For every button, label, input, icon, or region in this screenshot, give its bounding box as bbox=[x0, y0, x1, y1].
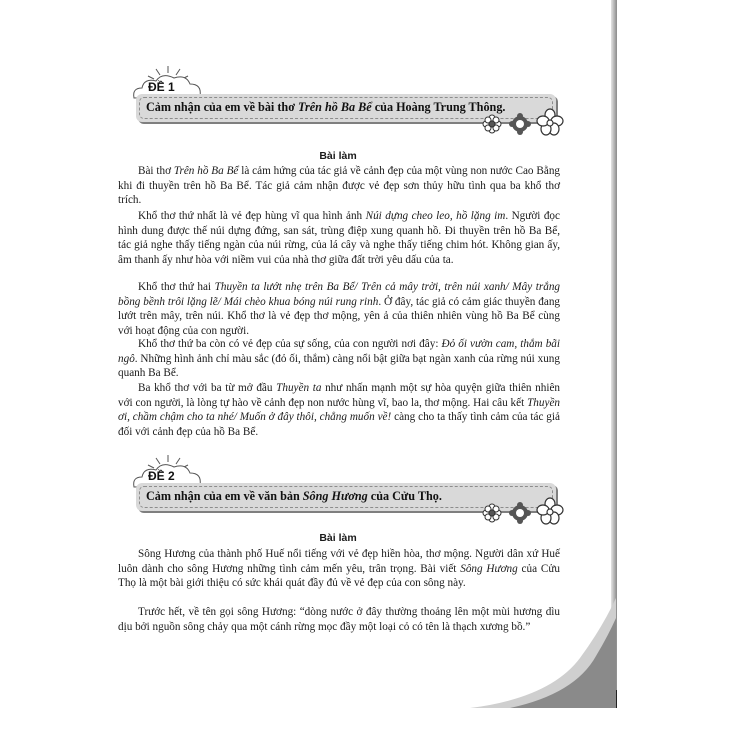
text-run: Khổ thơ thứ nhất là vẻ đẹp hùng vĩ qua hình ảnh bbox=[138, 210, 366, 222]
section-1-answer-heading: Bài làm bbox=[319, 150, 357, 162]
section-1-title bbox=[146, 100, 505, 115]
page-corner-decoration bbox=[470, 598, 616, 708]
title-suffix: của Hoàng Trung Thông. bbox=[371, 100, 506, 114]
section-1-paragraph-3 bbox=[118, 280, 560, 338]
flower-outline-icon bbox=[483, 115, 501, 133]
page-edge-line bbox=[616, 690, 617, 708]
text-run: Trước hết, về tên gọi sông Hương: “dòng nước ở đây thường thoảng lên một mùi hương dìu dịu bởi nguồn sông chảy qua một cánh rừng mọc đầy một loại cỏ có tên là thạch xương bồ.” bbox=[118, 606, 560, 633]
section-1-paragraph-5 bbox=[118, 381, 560, 439]
text-run: Sông Hương của thành phố Huế nổi tiếng với vẻ đẹp hiền hòa, thơ mộng. Người dân xứ Huế luôn dành cho sông Hương những tình cảm mến yêu, trân trọng. Bài viết bbox=[118, 548, 560, 575]
text-run: Bài thơ bbox=[138, 165, 174, 177]
section-2-paragraph-1 bbox=[118, 547, 560, 591]
italic-quote: Thuyền ta bbox=[276, 382, 322, 394]
title-italic: Trên hồ Ba Bể bbox=[298, 100, 372, 114]
italic-quote: Trên hồ Ba Bể bbox=[173, 165, 239, 177]
flower-lace-icon bbox=[537, 109, 563, 135]
italic-quote: Sông Hương bbox=[460, 562, 518, 575]
text-run: . Ở đây, tác giả có cảm giác thuyền đang lướt trên mây, trên núi. Khổ thơ là vẻ đẹp thơ mộng, yên ả của thiên nhiên vùng hồ Ba Bể cùng với hoạt động của con người. bbox=[118, 295, 561, 337]
text-run: Ba khổ thơ với ba từ mở đầu bbox=[138, 382, 277, 394]
text-run: Khổ thơ thứ hai bbox=[138, 281, 215, 293]
text-run: là cảm hứng của tác giả về cảnh đẹp của một vùng non nước Cao Bằng khi đi thuyền trên hồ Ba Bể. Tác giả cảm nhận được vẻ đẹp sơn thủy hữu tình qua ba khổ thơ trích. bbox=[118, 165, 561, 206]
flower-decoration bbox=[480, 497, 570, 527]
section-2-heading bbox=[128, 453, 568, 543]
text-run: càng cho ta thấy tình cảm của tác giả đối với cảnh đẹp của hồ Ba Bể. bbox=[118, 411, 560, 438]
section-1-label: ĐỀ 1 bbox=[148, 80, 175, 94]
text-run: của Cửu Thọ là một bài giới thiệu có sức khái quát đầy đủ về vẻ đẹp của con sông này. bbox=[118, 562, 560, 589]
text-run: như nhấn mạnh một sự hòa quyện giữa thiên nhiên với con người, là lòng tự hào về cảnh đẹp non nước hùng vĩ, bao la, thơ mộng. Hai câu kết bbox=[118, 382, 561, 409]
italic-quote: Núi dựng cheo leo, hồ lặng im bbox=[365, 210, 506, 222]
italic-quote: Thuyền ơi, chầm chậm cho ta nhé/ Muốn ở đây thôi, chẳng muốn về! bbox=[118, 396, 560, 423]
flower-gear-icon bbox=[509, 502, 531, 524]
text-run: Khổ thơ thứ ba còn có vẻ đẹp của sự sống, của con người nơi đây: bbox=[138, 338, 442, 350]
flower-gear-icon bbox=[509, 113, 531, 135]
section-2-label: ĐỀ 2 bbox=[148, 469, 175, 483]
italic-quote: Đỏ ối vườn cam, thắm bãi ngô bbox=[118, 338, 560, 365]
text-run: . Những hình ảnh chỉ màu sắc (đỏ ối, thắm) càng nổi bật giữa bạt ngàn xanh của rừng núi xung quanh Ba Bể. bbox=[118, 352, 560, 379]
page-binding-shadow bbox=[611, 0, 617, 700]
text-run: . Người đọc hình dung được thế núi dựng đứng, san sát, trùng điệp xung quanh hồ. Đi thuyền trên hồ Ba Bể, tác giả nghe thấy tiếng ngàn của núi rừng, của lá cây và nghe thấy tiếng chim hót. Không gian ấy, âm thanh ấy như hòa với niềm vui của nhà thơ giữa đất trời yêu dấu của ta. bbox=[118, 210, 560, 266]
italic-quote: Thuyền ta lướt nhẹ trên Ba Bể/ Trên cả mây trời, trên núi xanh/ Mây trắng bồng bềnh trôi lặng lẽ/ Mái chèo khua bóng núi rung rinh bbox=[118, 281, 561, 308]
section-1-paragraph-2 bbox=[118, 209, 560, 267]
title-suffix: của Cửu Thọ. bbox=[367, 489, 442, 503]
title-prefix: Cảm nhận của em về văn bản bbox=[146, 489, 303, 503]
flower-decoration bbox=[480, 108, 570, 138]
section-2-title bbox=[146, 489, 442, 504]
flower-outline-icon bbox=[483, 504, 501, 522]
section-1-heading bbox=[128, 64, 568, 154]
section-1-paragraph-4 bbox=[118, 337, 560, 381]
title-prefix: Cảm nhận của em về bài thơ bbox=[146, 100, 298, 114]
page-number: 7 bbox=[555, 652, 565, 671]
flower-lace-icon bbox=[537, 498, 563, 524]
section-2-answer-heading: Bài làm bbox=[319, 532, 357, 544]
section-1-paragraph-1 bbox=[118, 164, 560, 208]
title-italic: Sông Hương bbox=[302, 489, 368, 503]
